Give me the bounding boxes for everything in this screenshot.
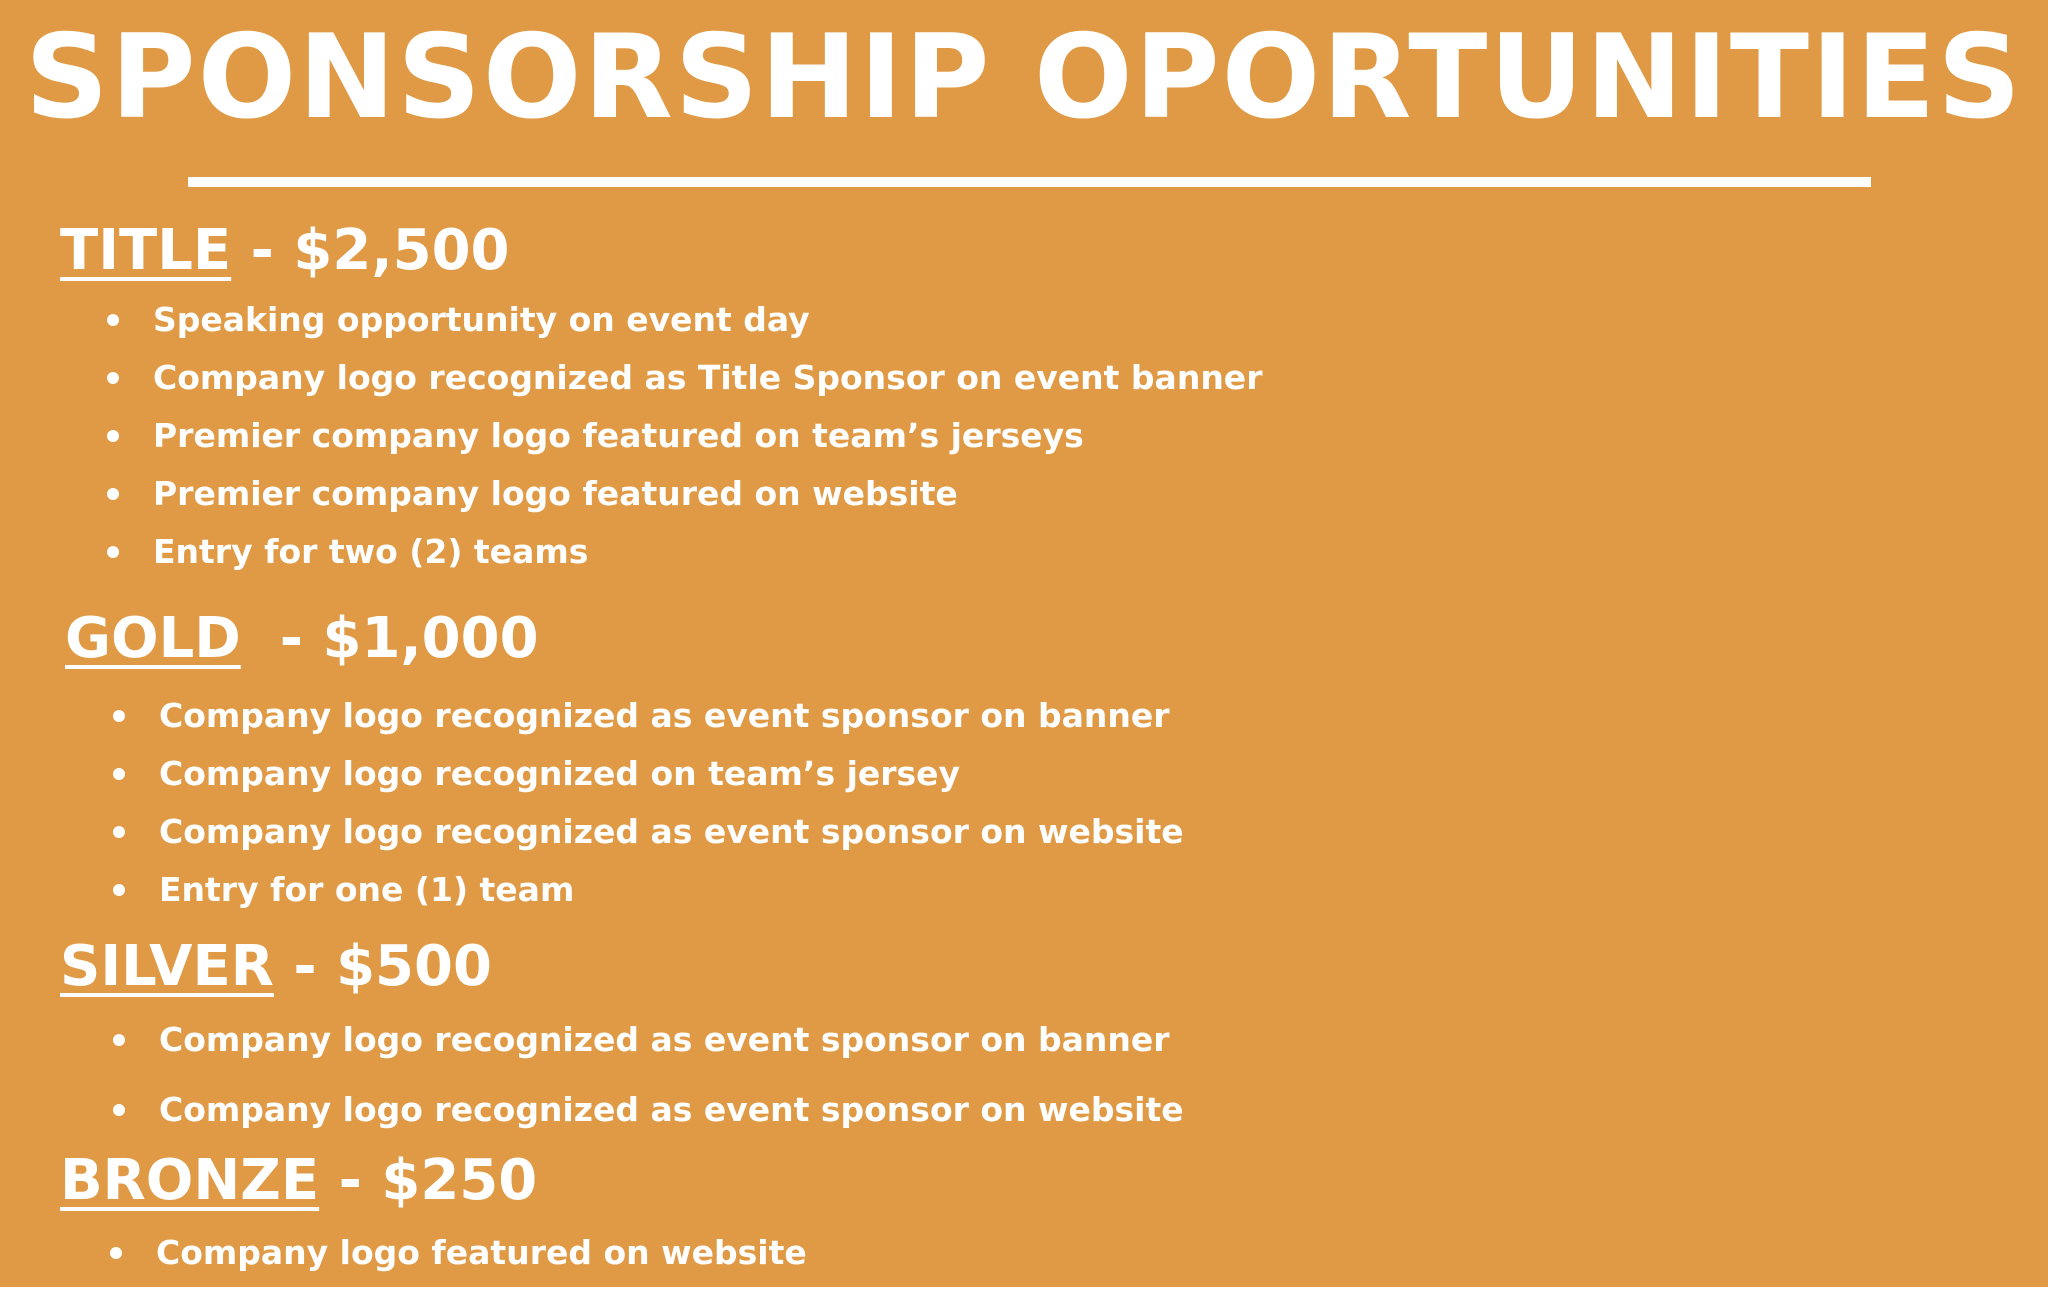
list-item-text: Speaking opportunity on event day bbox=[153, 300, 810, 339]
bullet-dot-icon bbox=[113, 768, 125, 780]
bullet-dot-icon bbox=[113, 826, 125, 838]
bullet-dot-icon bbox=[107, 546, 119, 558]
list-item-text: Premier company logo featured on website bbox=[153, 474, 958, 513]
tier-name: TITLE bbox=[60, 218, 232, 283]
poster-title: SPONSORSHIP OPORTUNITIES bbox=[25, 10, 2023, 145]
bullet-dot-icon bbox=[107, 430, 119, 442]
bottom-edge bbox=[0, 1287, 2048, 1295]
list-item-text: Company logo recognized as event sponsor on banner bbox=[159, 1020, 1170, 1059]
list-item-text: Company logo recognized as event sponsor on website bbox=[159, 1090, 1184, 1129]
list-item-text: Entry for two (2) teams bbox=[153, 532, 589, 571]
bullet-dot-icon bbox=[107, 488, 119, 500]
tier-heading bbox=[65, 604, 539, 674]
tier-name: GOLD bbox=[65, 606, 241, 671]
bullet-dot-icon bbox=[113, 884, 125, 896]
tier-heading bbox=[60, 1146, 537, 1216]
list-item-text: Entry for one (1) team bbox=[159, 870, 575, 909]
bullet-dot-icon bbox=[107, 314, 119, 326]
title-divider bbox=[188, 177, 1871, 187]
list-item-text: Company logo featured on website bbox=[156, 1233, 807, 1272]
tier-name: SILVER bbox=[60, 934, 274, 999]
bullet-dot-icon bbox=[113, 710, 125, 722]
tier-price: - $500 bbox=[273, 934, 492, 999]
bullet-dot-icon bbox=[113, 1034, 125, 1046]
tier-price: - $1,000 bbox=[240, 606, 539, 671]
bullet-dot-icon bbox=[110, 1247, 122, 1259]
list-item-text: Company logo recognized on team’s jersey bbox=[159, 754, 961, 793]
bullet-dot-icon bbox=[113, 1104, 125, 1116]
tier-price: - $250 bbox=[319, 1148, 538, 1213]
list-item-text: Company logo recognized as Title Sponsor on event banner bbox=[153, 358, 1263, 397]
bullet-dot-icon bbox=[107, 372, 119, 384]
tier-price: - $2,500 bbox=[231, 218, 510, 283]
tier-heading bbox=[60, 216, 510, 286]
tier-heading bbox=[60, 932, 492, 1002]
tier-name: BRONZE bbox=[60, 1148, 320, 1213]
list-item-text: Company logo recognized as event sponsor on banner bbox=[159, 696, 1170, 735]
list-item-text: Premier company logo featured on team’s jerseys bbox=[153, 416, 1084, 455]
list-item-text: Company logo recognized as event sponsor on website bbox=[159, 812, 1184, 851]
